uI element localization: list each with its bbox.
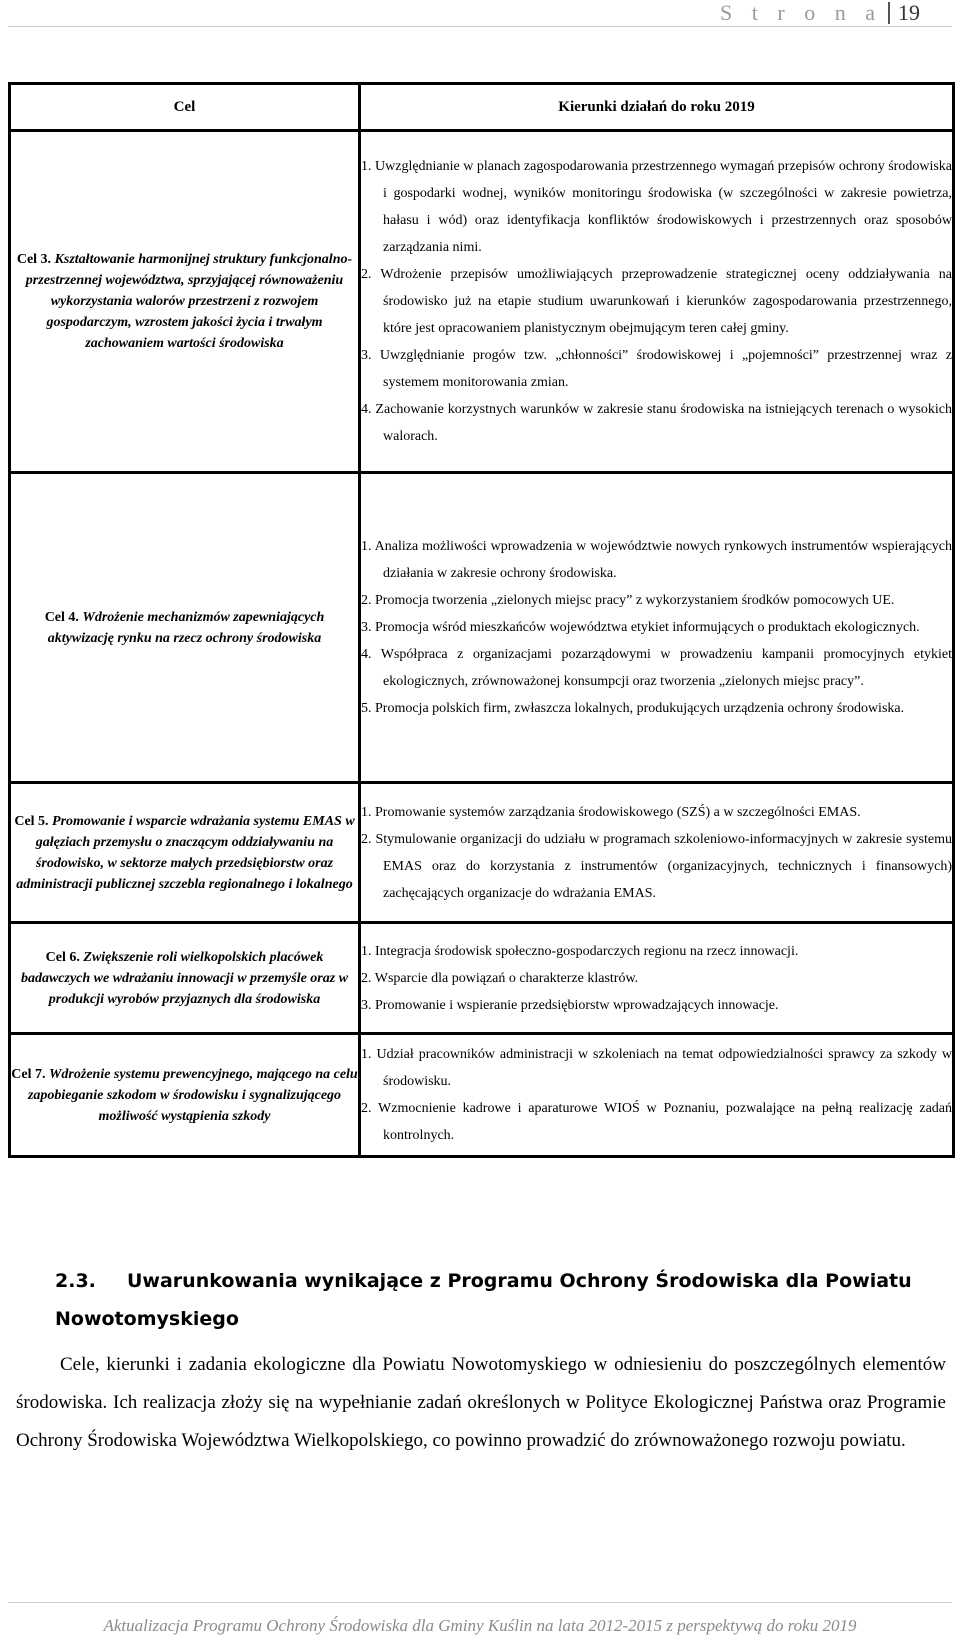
direction-item: 3. Uwzględnianie progów tzw. „chłonności” środowiskowej i „pojemności” przestrzennej wraz z systemem monitorowania zmian. — [361, 348, 952, 390]
direction-item: 2. Wdrożenie przepisów umożliwiających przeprowadzenie strategicznej oceny oddziaływania na środowisko już na etapie studium uwarunkowań i kierunków zagospodarowania przestrzennego, które jest opracowaniem planistycznym obejmującym teren całej gminy. — [361, 267, 952, 336]
goal-text: Kształtowanie harmonijnej struktury funkcjonalno-przestrzennej województwa, sprzyjającej równoważeniu wykorzystania walorów przestrzeni z rozwojem gospodarczym, wzrostem jakości życia i trwałym zachowaniem wartości środowiska — [25, 252, 353, 351]
direction-item: 1. Promowanie systemów zarządzania środowiskowego (SZŚ) a w szczególności EMAS. — [361, 804, 861, 820]
direction-item: 5. Promocja polskich firm, zwłaszcza lokalnych, produkujących urządzenia ochrony środowiska. — [361, 701, 905, 716]
direction-item: 2. Wsparcie dla powiązań o charakterze klastrów. — [361, 970, 639, 986]
goal-cell — [10, 131, 360, 473]
table-row — [10, 1034, 954, 1157]
goal-text: Promowanie i wsparcie wdrażania systemu EMAS w gałęziach przemysłu o znaczącym oddziaływaniu na środowisko, w sektorze małych przedsiębiorstw oraz administracji publicznej szczebla regionalnego i lokalnego — [16, 813, 355, 892]
direction-item: 1. Uwzględnianie w planach zagospodarowania przestrzennego wymagań przepisów ochrony środowiska i gospodarki wodnej, wyników monitoringu środowiska (w szczególności w zakresie powietrza, hałasu i wód) oraz identyfikacja konfliktów środowiskowych i przestrzennych oraz sposobów zarządzania nimi. — [361, 159, 952, 255]
direction-item: 4. Współpraca z organizacjami pozarządowymi w prowadzeniu kampanii promocyjnych etykiet ekologicznych, zrównoważonej konsumpcji oraz tworzenia „zielonych miejsc pracy”. — [361, 647, 952, 689]
goal-cell — [10, 923, 360, 1034]
direction-item: 1. Integracja środowisk społeczno-gospodarczych regionu na rzecz innowacji. — [361, 943, 799, 959]
goal-text: Zwiększenie roli wielkopolskich placówek badawczych we wdrażaniu innowacji w przemyśle oraz w produkcji wyrobów przyjaznych dla środowiska — [20, 949, 349, 1007]
goal-cell — [10, 783, 360, 923]
section-number: 2.3. — [55, 1270, 96, 1292]
directions-cell — [360, 783, 954, 923]
direction-item: 2. Wzmocnienie kadrowe i aparaturowe WIOŚ w Poznaniu, pozwalające na pełną realizację zadań kontrolnych. — [361, 1101, 952, 1143]
page-number: 19 — [898, 0, 920, 25]
directions-cell — [360, 1034, 954, 1157]
directions-cell — [360, 473, 954, 783]
directions-cell — [360, 923, 954, 1034]
footer-rule — [8, 1602, 952, 1603]
section-heading — [55, 1262, 915, 1338]
directions-cell — [360, 131, 954, 473]
goal-number: Cel 6. — [45, 949, 84, 965]
table-row — [10, 923, 954, 1034]
goal-text: Wdrożenie mechanizmów zapewniających aktywizację rynku na rzecz ochrony środowiska — [47, 609, 325, 646]
table-row — [10, 131, 954, 473]
direction-item: 4. Zachowanie korzystnych warunków w zakresie stanu środowiska na istniejących terenach o wysokich walorach. — [361, 402, 952, 444]
direction-item: 1. Udział pracowników administracji w szkoleniach na temat odpowiedzialności sprawcy za szkody w środowisku. — [361, 1047, 952, 1089]
table-row — [10, 473, 954, 783]
goal-number: Cel 3. — [16, 252, 55, 267]
section-title: Uwarunkowania wynikające z Programu Ochrony Środowiska dla Powiatu Nowotomyskiego — [55, 1270, 912, 1330]
page-header — [720, 0, 920, 26]
column-header-directions: Kierunki działań do roku 2019 — [360, 84, 954, 131]
direction-item: 2. Promocja tworzenia „zielonych miejsc pracy” z wykorzystaniem środków pomocowych UE. — [361, 593, 895, 608]
direction-item: 2. Stymulowanie organizacji do udziału w programach szkoleniowo-informacyjnych w zakresie systemu EMAS oraz do korzystania z instrumentów (organizacyjnych, technicznych i finansowych) zachęcających organizacje do wdrażania EMAS. — [361, 831, 952, 901]
goals-table — [8, 82, 955, 1158]
goal-number: Cel 7. — [11, 1066, 49, 1082]
goal-number: Cel 5. — [14, 813, 53, 829]
table-header-row — [10, 84, 954, 131]
direction-item: 1. Analiza możliwości wprowadzenia w województwie nowych rynkowych instrumentów wspierających działania w zakresie ochrony środowiska. — [361, 539, 952, 581]
table-row — [10, 783, 954, 923]
goal-cell — [10, 1034, 360, 1157]
header-separator — [888, 2, 890, 24]
page-label: S t r o n a — [720, 0, 882, 25]
goal-text: Wdrożenie systemu prewencyjnego, mającego na celu zapobieganie szkodom w środowisku i sygnalizującego możliwość wystąpienia szkody — [27, 1066, 358, 1124]
direction-item: 3. Promowanie i wspieranie przedsiębiorstw wprowadzających innowacje. — [361, 997, 779, 1013]
header-rule — [8, 26, 952, 27]
body-paragraph: Cele, kierunki i zadania ekologiczne dla Powiatu Nowotomyskiego w odniesieniu do poszczególnych elementów środowiska. Ich realizacja złoży się na wypełnianie zadań określonych w Polityce Ekologicznej Państwa oraz Programie Ochrony Środowiska Województwa Wielkopolskiego, co powinno prowadzić do zrównoważonego rozwoju powiatu. — [16, 1354, 946, 1451]
column-header-goal: Cel — [10, 84, 360, 131]
goal-cell — [10, 473, 360, 783]
direction-item: 3. Promocja wśród mieszkańców województwa etykiet informujących o produktach ekologicznych. — [361, 620, 920, 635]
goal-number: Cel 4. — [44, 609, 83, 625]
page-footer: Aktualizacja Programu Ochrony Środowiska dla Gminy Kuślin na lata 2012-2015 z perspektywą do roku 2019 — [103, 1616, 857, 1635]
